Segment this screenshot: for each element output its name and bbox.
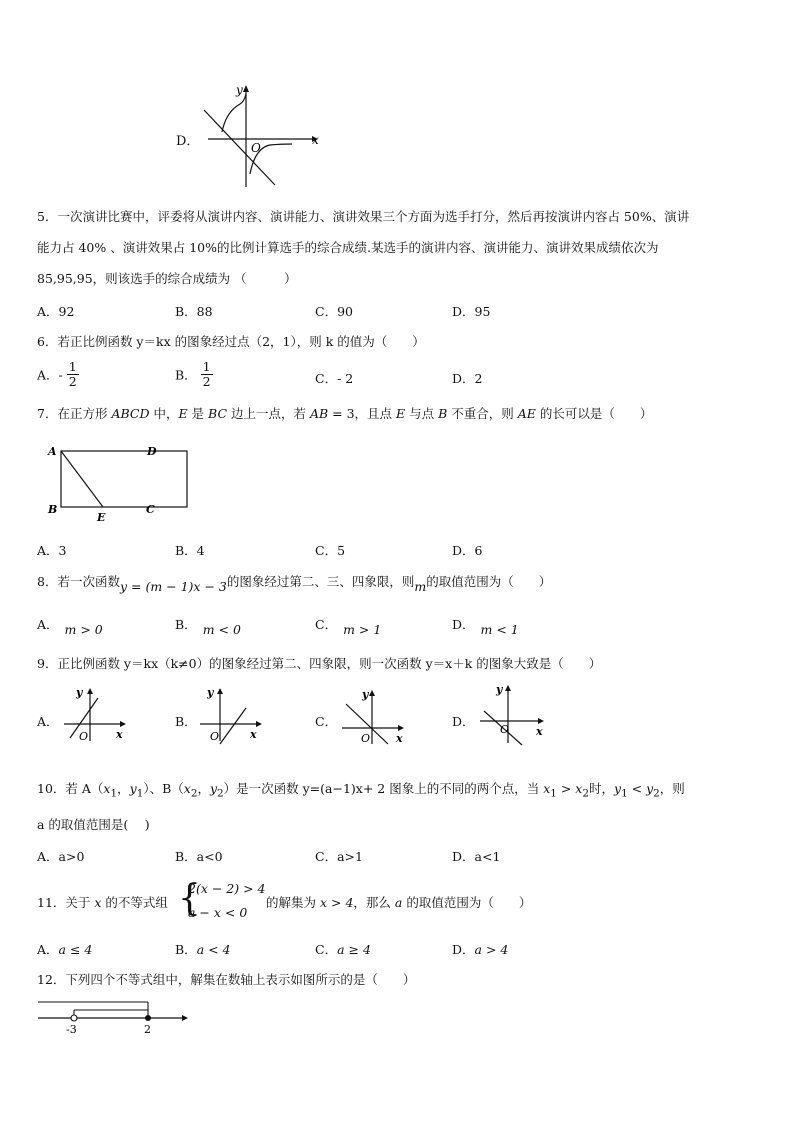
q12-tick-left: -3 xyxy=(66,1023,77,1036)
q7-square-figure xyxy=(45,443,175,523)
q9-option-c-letter[interactable]: C． xyxy=(315,714,338,729)
q9-option-c-graph xyxy=(340,686,410,746)
q9-option-a-graph xyxy=(62,686,132,746)
q11-option-d[interactable]: D．a > 4 xyxy=(452,942,509,957)
q11-ineq1: 2(x − 2) > 4 xyxy=(188,881,266,896)
q6-option-a-fraction: $\frac{1}{2}$ xyxy=(68,359,77,389)
svg-text:y: y xyxy=(496,683,503,696)
svg-text:O: O xyxy=(361,732,371,745)
q5-option-c[interactable]: C．90 xyxy=(315,304,353,319)
q6-option-b-prefix: B． xyxy=(175,367,197,383)
svg-text:x: x xyxy=(116,728,123,741)
q10-line1: 10．若 $A(x_1$，$y_1$）、$B(x_2$，$y_2$）是一次函数 y=(a−1)x+ 2 图象上的不同的两个点，当 $x_1 > x_2$时，$y_1 < y_2$，则 xyxy=(37,781,685,800)
q8-stem: 8．若一次函数y = (m − 1)x − 3的图象经过第二、三、四象限，则m的取值范围为（ ） xyxy=(37,574,552,594)
svg-text:O: O xyxy=(79,730,89,743)
q7-stem: 7．在正方形 ABCD 中，E 是 BC 边上一点，若 AB = 3，且点 E 与点 B 不重合，则 AE 的长可以是（ ） xyxy=(37,406,653,421)
svg-text:y: y xyxy=(362,688,369,701)
q11-option-c[interactable]: C．a ≥ 4 xyxy=(315,942,371,957)
q9-stem: 9．正比例函数 y＝kx（k≠0）的图象经过第二、四象限，则一次函数 y＝x＋k 的图象大致是（ ） xyxy=(37,656,602,671)
q6-option-a-prefix: A．- xyxy=(37,367,63,383)
q12-open-point xyxy=(71,1015,77,1021)
q7-label-b: B xyxy=(48,503,58,516)
q7-option-c[interactable]: C．5 xyxy=(315,543,346,558)
q6-option-b[interactable] xyxy=(175,360,213,389)
q12-closed-point xyxy=(145,1015,151,1021)
q7-label-e: E xyxy=(97,511,106,524)
q10-option-b[interactable]: B．a<0 xyxy=(175,849,223,864)
q9-option-a-letter[interactable]: A． xyxy=(37,714,59,729)
q5-line1: 5．一次演讲比赛中，评委将从演讲内容、演讲能力、演讲效果三个方面为选手打分，然后再按演讲内容占 50%、演讲 xyxy=(37,209,690,224)
q5-line3: 85,95,95，则该选手的综合成绩为 （ ） xyxy=(37,271,297,286)
q4-origin-label: O xyxy=(251,141,261,155)
q7-option-b[interactable]: B．4 xyxy=(175,543,205,558)
q4-option-d-label: D． xyxy=(176,134,200,149)
q7-label-d: D xyxy=(147,445,157,458)
q4-y-label: y xyxy=(236,83,243,97)
svg-text:y: y xyxy=(207,686,214,699)
q9-option-b-letter[interactable]: B． xyxy=(175,714,197,729)
q9-option-b-graph xyxy=(198,686,268,746)
q11-ineq2: a − x < 0 xyxy=(188,905,248,920)
q11-option-a[interactable]: A．a ≤ 4 xyxy=(37,942,93,957)
q6-option-c[interactable]: C．- 2 xyxy=(315,371,354,386)
q5-option-b[interactable]: B．88 xyxy=(175,304,213,319)
q12-tick-right: 2 xyxy=(144,1023,151,1036)
q7-option-d[interactable]: D．6 xyxy=(452,543,483,558)
q12-number-line xyxy=(36,996,196,1036)
q8-option-c[interactable]: C． m > 1 xyxy=(315,617,382,637)
svg-text:O: O xyxy=(500,723,510,736)
svg-text:x: x xyxy=(536,725,543,738)
q4-option-d-graph xyxy=(200,82,320,192)
svg-text:O: O xyxy=(210,730,220,743)
q10-option-d[interactable]: D．a<1 xyxy=(452,849,501,864)
q8-formula: y = (m − 1)x − 3 xyxy=(119,579,227,594)
q9-option-d-letter[interactable]: D． xyxy=(452,714,475,729)
q4-x-label: x xyxy=(312,133,319,147)
q8-option-b[interactable]: B． m < 0 xyxy=(175,617,241,637)
q10-line2: a 的取值范围是( ) xyxy=(37,817,150,832)
q5-option-d[interactable]: D．95 xyxy=(452,304,491,319)
q6-option-b-fraction: $\frac{1}{2}$ xyxy=(202,359,211,389)
q10-option-c[interactable]: C．a>1 xyxy=(315,849,363,864)
q6-stem: 6．若正比例函数 y＝kx 的图象经过点（2，1），则 k 的值为（ ） xyxy=(37,334,425,349)
q7-label-c: C xyxy=(146,503,155,516)
q9-option-d-graph xyxy=(476,683,556,753)
q11-option-b[interactable]: B．a < 4 xyxy=(175,942,231,957)
q12-stem: 12．下列四个不等式组中，解集在数轴上表示如图所示的是（ ） xyxy=(37,972,416,987)
q8-option-d[interactable]: D． m < 1 xyxy=(452,617,519,637)
q11-brace: { xyxy=(178,878,201,919)
q5-line2: 能力占 40% 、演讲效果占 10%的比例计算选手的综合成绩.某选手的演讲内容、演讲能力、演讲效果成绩依次为 xyxy=(37,240,659,255)
q7-option-a[interactable]: A．3 xyxy=(37,543,67,558)
svg-text:x: x xyxy=(396,732,403,745)
q7-label-a: A xyxy=(48,445,57,458)
q6-option-d[interactable]: D．2 xyxy=(452,371,483,386)
svg-text:y: y xyxy=(76,686,83,699)
q5-option-a[interactable]: A．92 xyxy=(37,304,75,319)
q8-option-a[interactable]: A． m > 0 xyxy=(37,617,103,637)
q6-option-a[interactable] xyxy=(37,360,79,389)
svg-text:x: x xyxy=(250,728,257,741)
q10-option-a[interactable]: A．a>0 xyxy=(37,849,85,864)
